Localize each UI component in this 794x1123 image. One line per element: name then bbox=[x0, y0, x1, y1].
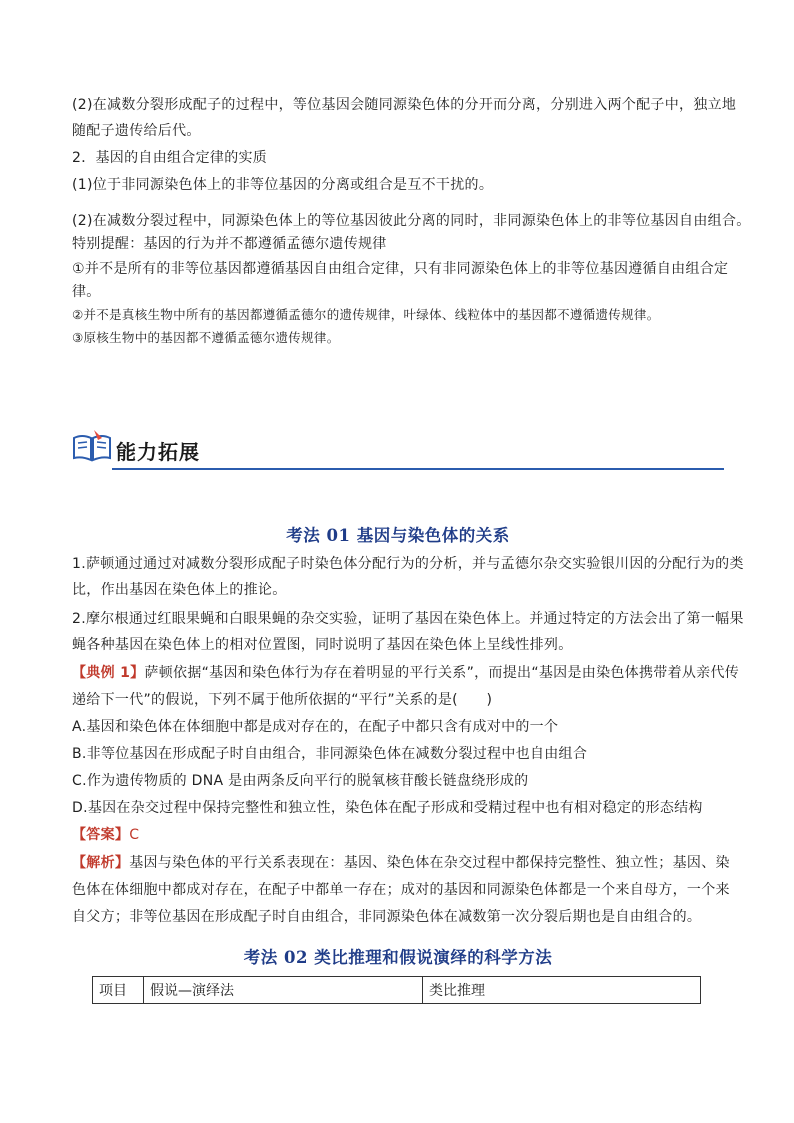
analysis-line: 色体在体细胞中都成对存在，在配子中都单一存在；成对的基因和同源染色体都是一个来自母方，一个来 bbox=[72, 882, 730, 898]
paragraph-line: 蝇各种基因在染色体上的相对位置图，同时说明了基因在染色体上呈线性排列。 bbox=[72, 637, 573, 653]
example-question-line: 递给下一代”的假说，下列不属于他所依据的“平行”关系的是( ) bbox=[72, 692, 493, 708]
open-book-icon bbox=[72, 428, 112, 464]
analysis-line: 自父方；非等位基因在形成配子时自由组合，非同源染色体在减数第一次分裂后期也是自由组合的。 bbox=[72, 909, 702, 925]
comparison-table bbox=[92, 976, 701, 1004]
paragraph-line: ②并不是真核生物中所有的基因都遵循孟德尔的遗传规律，叶绿体、线粒体中的基因都不遵循遗传规律。 bbox=[72, 307, 660, 322]
paragraph-line: ③原核生物中的基因都不遵循孟德尔遗传规律。 bbox=[72, 330, 340, 345]
table-header-cell: 类比推理 bbox=[423, 977, 701, 1004]
paragraph-line: 律。 bbox=[72, 284, 101, 300]
option-c: C.作为遗传物质的 DNA 是由两条反向平行的脱氧核苷酸长链盘绕形成的 bbox=[72, 773, 529, 789]
answer-label: 【答案】 bbox=[72, 827, 130, 843]
paragraph-line: 特别提醒：基因的行为并不都遵循孟德尔遗传规律 bbox=[72, 236, 387, 252]
paragraph-line: 2.摩尔根通过红眼果蝇和白眼果蝇的杂交实验，证明了基因在染色体上。并通过特定的方法会出了第一幅果 bbox=[72, 611, 744, 627]
option-b: B.非等位基因在形成配子时自由组合，非同源染色体在减数分裂过程中也自由组合 bbox=[72, 746, 588, 762]
answer-value: C bbox=[129, 827, 140, 843]
paragraph-line: ①并不是所有的非等位基因都遵循基因自由组合定律，只有非同源染色体上的非等位基因遵循自由组合定 bbox=[72, 261, 729, 277]
section-header bbox=[72, 426, 724, 472]
paragraph-line: (2)在减数分裂过程中，同源染色体上的等位基因彼此分离的同时，非同源染色体上的非等位基因自由组合。 bbox=[72, 213, 751, 229]
example-label: 【典例 1】 bbox=[72, 665, 145, 681]
paragraph-line: 随配子遗传给后代。 bbox=[72, 123, 201, 139]
analysis-text: 基因与染色体的平行关系表现在：基因、染色体在杂交过程中都保持完整性、独立性；基因、染 bbox=[129, 855, 730, 871]
paragraph-line: 2．基因的自由组合定律的实质 bbox=[72, 150, 268, 166]
option-a: A.基因和染色体在体细胞中都是成对存在的，在配子中都只含有成对中的一个 bbox=[72, 719, 559, 735]
example-question-line bbox=[72, 660, 740, 686]
paragraph-line: (1)位于非同源染色体上的非等位基因的分离或组合是互不干扰的。 bbox=[72, 177, 494, 193]
table-row bbox=[93, 977, 701, 1004]
example-text: 萨顿依据“基因和染色体行为存在着明显的平行关系”，而提出“基因是由染色体携带着从亲代传 bbox=[144, 665, 740, 681]
paragraph-line: (2)在减数分裂形成配子的过程中，等位基因会随同源染色体的分开而分离，分别进入两个配子中，独立地 bbox=[72, 97, 737, 113]
paragraph-line: 1.萨顿通过通过对减数分裂形成配子时染色体分配行为的分析，并与孟德尔杂交实验银川因的分配行为的类 bbox=[72, 556, 744, 572]
paragraph-line: 比，作出基因在染色体上的推论。 bbox=[72, 582, 287, 598]
analysis-label: 【解析】 bbox=[72, 855, 130, 871]
section-divider bbox=[112, 468, 724, 470]
table-header-cell: 假说—演绎法 bbox=[144, 977, 423, 1004]
answer-line bbox=[72, 822, 724, 848]
kaofa-01-title: 考法 01 基因与染色体的关系 bbox=[286, 526, 510, 545]
kaofa-02-title: 考法 02 类比推理和假说演绎的科学方法 bbox=[243, 948, 553, 967]
section-header-title: 能力拓展 bbox=[116, 440, 200, 464]
analysis-line bbox=[72, 850, 730, 876]
table-header-cell: 项目 bbox=[93, 977, 144, 1004]
option-d: D.基因在杂交过程中保持完整性和独立性，染色体在配子形成和受精过程中也有相对稳定的形态结构 bbox=[72, 800, 703, 816]
